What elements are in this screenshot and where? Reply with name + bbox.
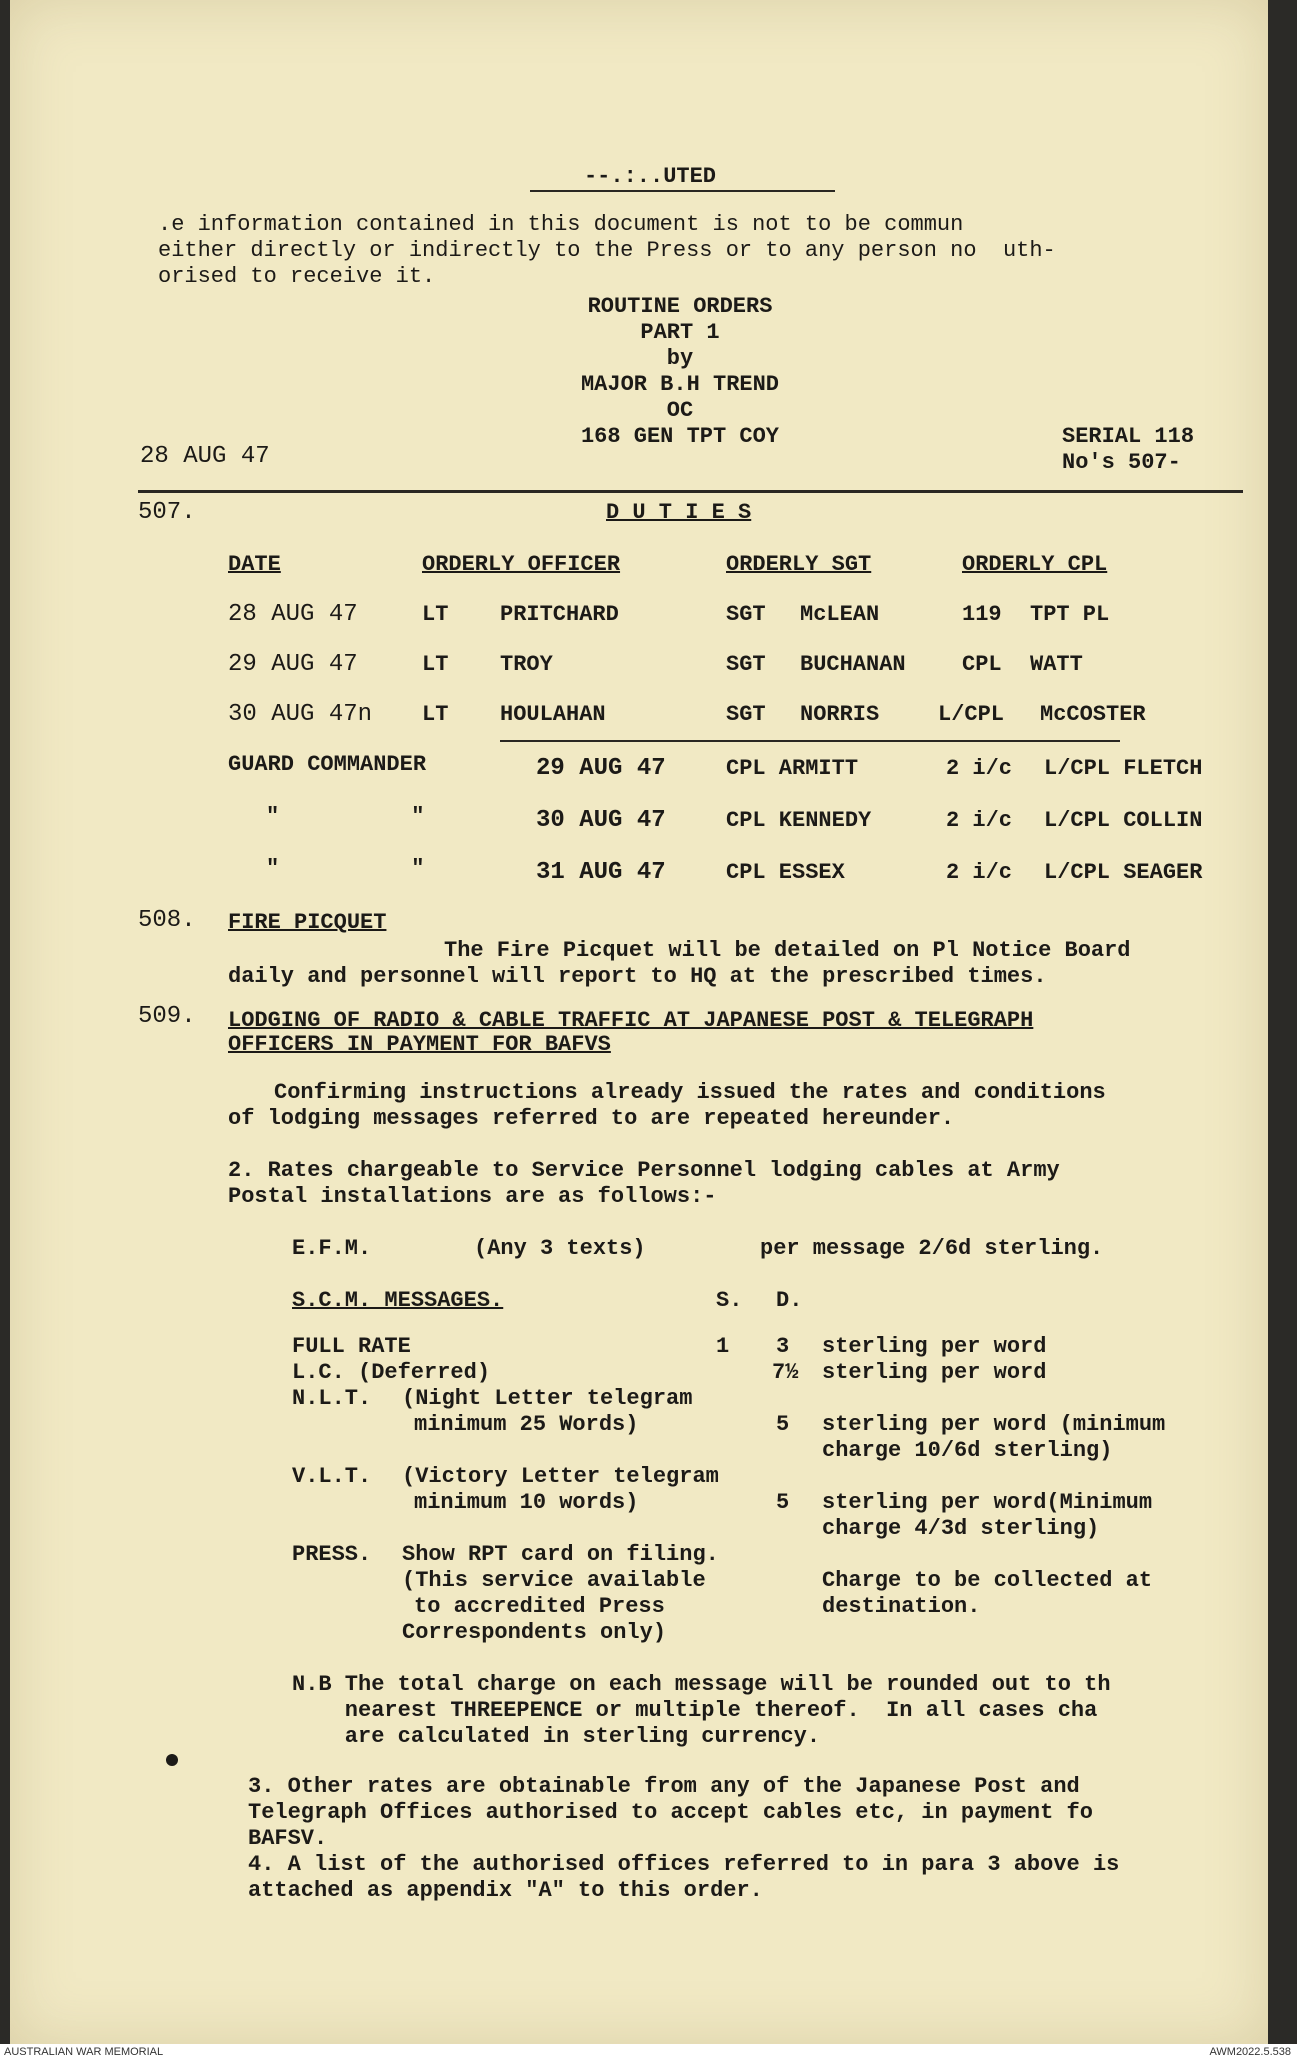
guard-row-1-cpl: CPL ARMITT: [726, 756, 859, 781]
para-4-line-2: attached as appendix "A" to this order.: [248, 1878, 763, 1903]
guard-row-2-ic: 2 i/c: [946, 808, 1013, 833]
rate-lc-desc: (Deferred): [358, 1360, 491, 1385]
scm-pence-heading: D.: [776, 1288, 803, 1313]
efm-texts: (Any 3 texts): [474, 1236, 646, 1261]
footer-source: AUSTRALIAN WAR MEMORIAL: [4, 2046, 164, 2058]
rate-press-charge-2: destination.: [822, 1594, 981, 1619]
para-3-line-2: Telegraph Offices authorised to accept cables etc, in payment fo: [248, 1800, 1093, 1825]
section-509-number: 509.: [138, 1003, 196, 1030]
title-line-2: PART 1: [640, 320, 720, 345]
duty-row-3-date: 30 AUG 47n: [228, 701, 373, 728]
punch-mark: [166, 1754, 178, 1766]
duty-row-3-sgt-rank: SGT: [726, 702, 766, 727]
nb-line-3: are calculated in sterling currency.: [292, 1724, 821, 1749]
nb-line-2: nearest THREEPENCE or multiple thereof. In all cases cha: [292, 1698, 1098, 1723]
rate-press-desc-3: to accredited Press: [414, 1594, 665, 1619]
guard-row-3-lcpl: L/CPL SEAGER: [1044, 860, 1203, 885]
rate-vlt-code: V.L.T.: [292, 1464, 372, 1489]
guard-row-3-date: 31 AUG 47: [536, 859, 666, 886]
rate-vlt-charge-2: charge 4/3d sterling): [822, 1516, 1100, 1541]
duty-row-2-date: 29 AUG 47: [228, 651, 358, 678]
duty-row-3-sgt: NORRIS: [800, 702, 880, 727]
col-cpl-heading: ORDERLY CPL: [962, 552, 1108, 577]
section-509-title-line-2: OFFICERS IN PAYMENT FOR BAFVS: [228, 1032, 611, 1057]
section-508-line-2: daily and personnel will report to HQ at the prescribed times.: [228, 964, 1047, 989]
header-rule: [138, 490, 1243, 493]
scm-shillings-heading: S.: [716, 1288, 743, 1313]
duty-row-3-rank: LT: [422, 702, 449, 727]
rate-press-desc-1: Show RPT card on filing.: [402, 1542, 719, 1567]
rate-vlt-desc-1: (Victory Letter telegram: [402, 1464, 719, 1489]
para-1-line-2: of lodging messages referred to are repeated hereunder.: [228, 1106, 955, 1131]
para-4-line-1: 4. A list of the authorised offices referred to in para 3 above is: [248, 1852, 1120, 1877]
rate-full-pence: 3: [776, 1334, 790, 1359]
notice-line-3: orised to receive it.: [158, 264, 436, 289]
para-3-line-3: BAFSV.: [248, 1826, 328, 1851]
efm-label: E.F.M.: [292, 1236, 372, 1261]
rate-press-code: PRESS.: [292, 1542, 372, 1567]
section-507-title: D U T I E S: [606, 500, 752, 525]
col-sgt-heading: ORDERLY SGT: [726, 552, 872, 577]
duty-row-1-cpl-rank: 119: [962, 602, 1002, 627]
para-3-line-1: 3. Other rates are obtainable from any of the Japanese Post and: [248, 1774, 1080, 1799]
rate-nlt-code: N.L.T.: [292, 1386, 372, 1411]
rate-nlt-desc-2: minimum 25 Words): [414, 1412, 639, 1437]
guard-row-3-cpl: CPL ESSEX: [726, 860, 845, 885]
classification-heading: --.:..UTED: [583, 164, 717, 189]
archive-footer: [0, 2044, 1297, 2061]
section-508-title: FIRE PICQUET: [228, 910, 387, 935]
col-date-heading: DATE: [228, 552, 281, 577]
rate-nlt-charge-2: charge 10/6d sterling): [822, 1438, 1113, 1463]
title-line-6: 168 GEN TPT COY: [580, 424, 780, 449]
rate-full-charge: sterling per word: [822, 1334, 1047, 1359]
guard-row-3-label: " ": [266, 856, 425, 881]
duty-row-1-officer: PRITCHARD: [500, 602, 619, 627]
duty-row-3-officer: HOULAHAN: [500, 702, 606, 727]
rate-nlt-charge-1: sterling per word (minimum: [822, 1412, 1166, 1437]
guard-row-2-label: " ": [266, 804, 425, 829]
rate-press-charge-1: Charge to be collected at: [822, 1568, 1153, 1593]
para-1-line-1: Confirming instructions already issued the rates and conditions: [274, 1080, 1106, 1105]
heading-underline: [530, 190, 835, 192]
rate-lc-code: L.C.: [292, 1360, 345, 1385]
guard-row-2-date: 30 AUG 47: [536, 807, 666, 834]
title-line-5: OC: [666, 398, 694, 423]
duty-row-2-rank: LT: [422, 652, 449, 677]
title-line-3: by: [666, 346, 694, 371]
scm-heading: S.C.M. MESSAGES.: [292, 1288, 504, 1313]
footer-reference: AWM2022.5.538: [1209, 2046, 1291, 2058]
duty-row-3-cpl-rank: L/CPL: [938, 702, 1005, 727]
rate-press-desc-4: Correspondents only): [402, 1620, 667, 1645]
rate-press-desc-2: (This service available: [402, 1568, 706, 1593]
rate-nlt-desc-1: (Night Letter telegram: [402, 1386, 693, 1411]
notice-line-2: either directly or indirectly to the Press or to any person no uth-: [158, 238, 1056, 263]
guard-row-3-ic: 2 i/c: [946, 860, 1013, 885]
col-officer-heading: ORDERLY OFFICER: [422, 552, 621, 577]
guard-row-2-lcpl: L/CPL COLLIN: [1044, 808, 1203, 833]
document-page: [10, 0, 1268, 2044]
guard-row-2-cpl: CPL KENNEDY: [726, 808, 872, 833]
guard-row-1-lcpl: L/CPL FLETCH: [1044, 756, 1203, 781]
section-509-title-line-1: LODGING OF RADIO & CABLE TRAFFIC AT JAPANESE POST & TELEGRAPH: [228, 1008, 1034, 1033]
guard-row-1-date: 29 AUG 47: [536, 755, 666, 782]
title-line-1: ROUTINE ORDERS: [587, 294, 773, 319]
efm-rate: per message 2/6d sterling.: [760, 1236, 1104, 1261]
serial-number: SERIAL 118: [1062, 424, 1195, 449]
duty-row-3-cpl: McCOSTER: [1040, 702, 1146, 727]
duty-row-2-cpl-rank: CPL: [962, 652, 1002, 677]
rate-vlt-pence: 5: [776, 1490, 790, 1515]
duty-row-2-officer: TROY: [500, 652, 553, 677]
order-numbers: No's 507-: [1062, 450, 1181, 475]
rate-lc-charge: sterling per word: [822, 1360, 1047, 1385]
nb-line-1: N.B The total charge on each message will be rounded out to th: [292, 1672, 1111, 1697]
duty-row-2-cpl: WATT: [1030, 652, 1083, 677]
duty-row-2-sgt: BUCHANAN: [800, 652, 906, 677]
duties-separator: [500, 740, 1120, 742]
guard-row-1-ic: 2 i/c: [946, 756, 1013, 781]
duty-row-1-sgt-rank: SGT: [726, 602, 766, 627]
title-line-4: MAJOR B.H TREND: [580, 372, 780, 397]
section-508-line-1: The Fire Picquet will be detailed on Pl Notice Board: [444, 938, 1131, 963]
rate-vlt-desc-2: minimum 10 words): [414, 1490, 639, 1515]
section-508-number: 508.: [138, 907, 196, 934]
duty-row-1-date: 28 AUG 47: [228, 601, 358, 628]
order-date: 28 AUG 47: [140, 443, 270, 470]
notice-line-1: .e information contained in this document is not to be commun: [158, 212, 1030, 237]
para-2-line-1: 2. Rates chargeable to Service Personnel lodging cables at Army: [228, 1158, 1060, 1183]
duty-row-1-cpl: TPT PL: [1030, 602, 1110, 627]
rate-full-code: FULL RATE: [292, 1334, 411, 1359]
section-507-number: 507.: [138, 499, 196, 526]
para-2-line-2: Postal installations are as follows:-: [228, 1184, 717, 1209]
duty-row-1-sgt: McLEAN: [800, 602, 880, 627]
rate-full-shillings: 1: [716, 1334, 730, 1359]
duty-row-1-rank: LT: [422, 602, 449, 627]
rate-vlt-charge-1: sterling per word(Minimum: [822, 1490, 1153, 1515]
rate-nlt-pence: 5: [776, 1412, 790, 1437]
guard-row-1-label: GUARD COMMANDER: [228, 752, 427, 777]
duty-row-2-sgt-rank: SGT: [726, 652, 766, 677]
rate-lc-pence: 7½: [772, 1360, 799, 1385]
